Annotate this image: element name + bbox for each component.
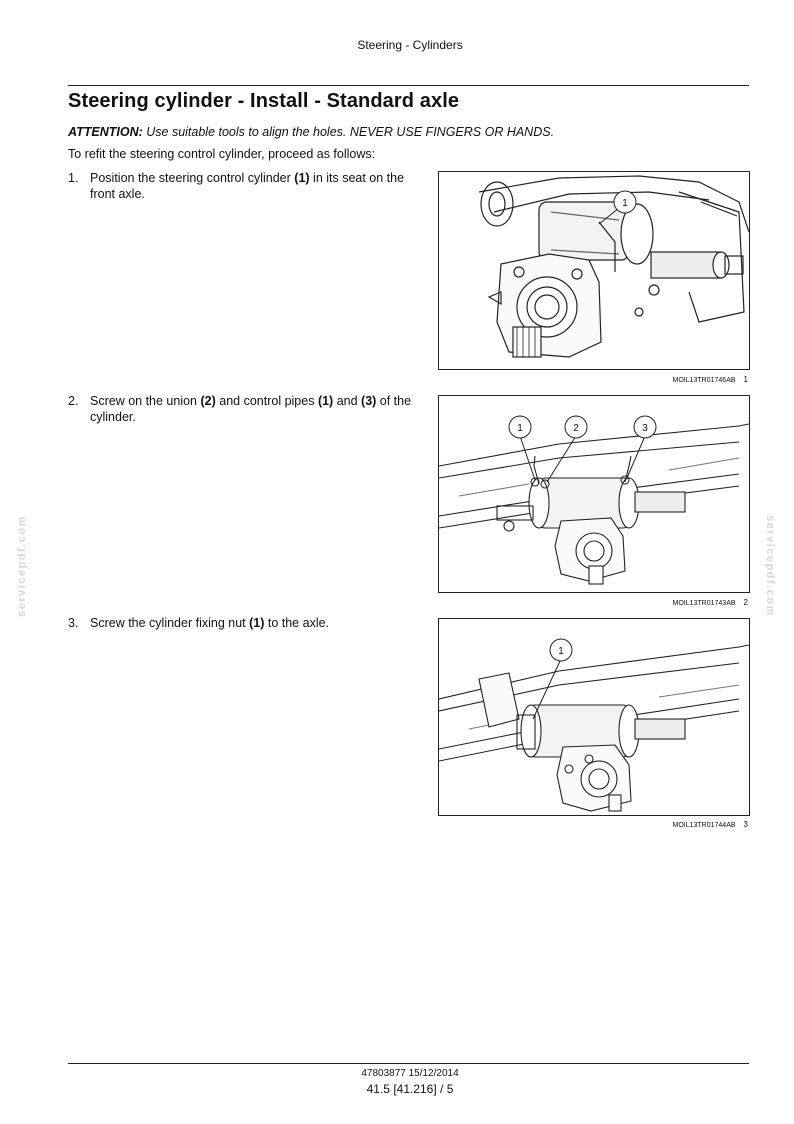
figure-2-illustration: [438, 395, 750, 593]
step-ref: (1): [294, 171, 310, 185]
callout-1: 1: [517, 423, 523, 434]
running-header: Steering - Cylinders: [357, 38, 463, 52]
step-text-run: to the axle.: [264, 616, 330, 630]
section-title: Steering cylinder - Install - Standard axle: [68, 90, 460, 112]
figure-1-caption: [600, 375, 748, 384]
step-text-run: and control pipes: [215, 394, 318, 408]
step-ref: (2): [200, 394, 216, 408]
step-number: 3.: [68, 616, 79, 630]
step-text: [90, 170, 420, 202]
figure-number: 2: [743, 598, 748, 607]
watermark-right: servicepdf.com: [764, 515, 776, 617]
figure-number: 1: [743, 375, 748, 384]
step-ref: (3): [361, 394, 377, 408]
step-text: [90, 393, 420, 425]
figure-code: MOIL13TR01746AB: [672, 377, 736, 384]
footer-rule: [68, 1063, 749, 1064]
step-text: [90, 615, 420, 631]
step-text-run: and: [333, 394, 362, 408]
header-rule: [68, 85, 749, 86]
step-text-run: in its seat on the front axle.: [90, 171, 405, 201]
step-text-run: Position the steering control cylinder: [90, 171, 295, 185]
callout-2: 2: [573, 423, 579, 434]
footer-page-number: 41.5 [41.216] / 5: [366, 1082, 454, 1096]
figure-1-illustration: [438, 171, 750, 370]
attention-note: [68, 125, 554, 139]
step-text-run: of the cylinder.: [90, 394, 412, 424]
step-ref: (1): [317, 394, 334, 408]
figure-code: MOIL13TR01743AB: [672, 600, 736, 607]
step-text-run: Screw the cylinder fixing nut: [90, 616, 250, 630]
step-text-run: Screw on the union: [90, 394, 201, 408]
callout-3: 3: [642, 423, 648, 434]
figure-3-caption: [600, 820, 748, 829]
figure-code: MOIL13TR01744AB: [672, 822, 736, 829]
footer-doc-id: 47803877 15/12/2014: [361, 1068, 459, 1079]
step-number: 2.: [68, 394, 79, 408]
figure-2-caption: [600, 598, 748, 607]
step-number: 1.: [68, 171, 79, 185]
attention-label: ATTENTION:: [68, 125, 143, 139]
step-ref: (1): [249, 616, 265, 630]
callout-1: 1: [622, 198, 628, 209]
callout-1: 1: [558, 646, 564, 657]
intro-text: To refit the steering control cylinder, proceed as follows:: [68, 147, 376, 161]
figure-number: 3: [743, 820, 748, 829]
figure-3-illustration: [438, 618, 750, 816]
watermark-left: servicepdf.com: [16, 515, 28, 617]
attention-text: Use suitable tools to align the holes. NEVER USE FINGERS OR HANDS.: [146, 125, 555, 139]
